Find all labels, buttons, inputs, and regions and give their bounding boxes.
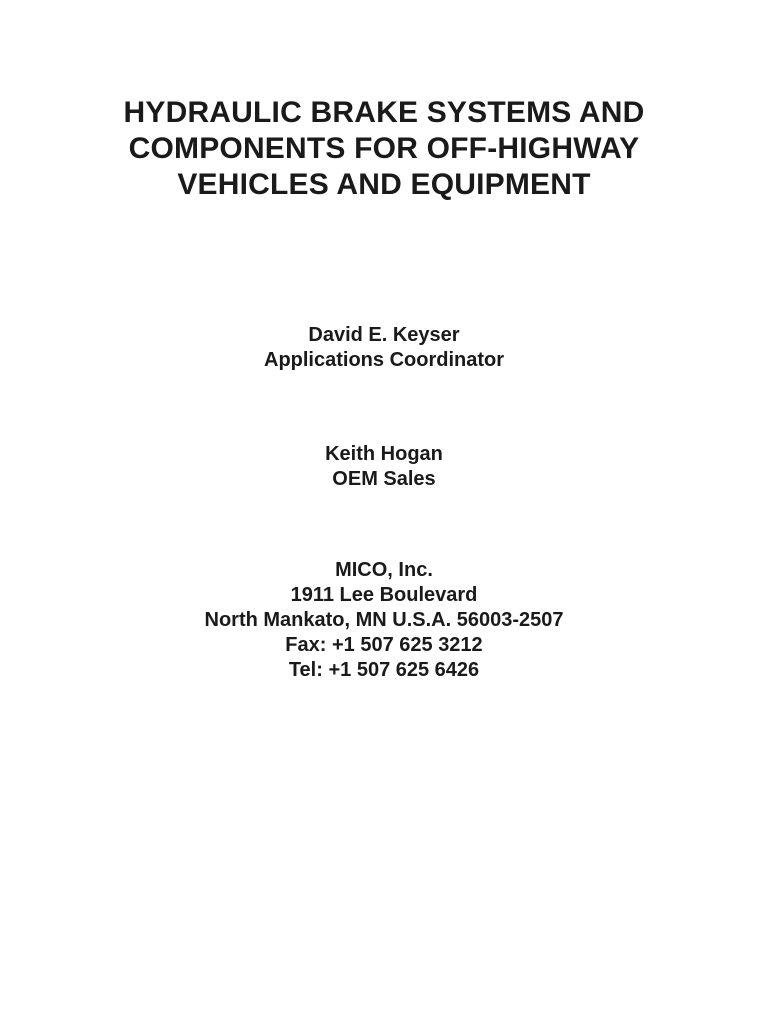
document-title — [0, 95, 768, 203]
title-line-2: COMPONENTS FOR OFF-HIGHWAY — [128, 132, 640, 165]
title-line-3: VEHICLES AND EQUIPMENT — [177, 168, 591, 201]
title-line-1: HYDRAULIC BRAKE SYSTEMS AND — [123, 96, 645, 129]
author-1-block — [0, 323, 768, 373]
author-1-name: David E. Keyser — [308, 324, 460, 346]
company-city-line: North Mankato, MN U.S.A. 56003-2507 — [204, 609, 564, 631]
company-tel: Tel: +1 507 625 6426 — [288, 659, 480, 681]
company-name: MICO, Inc. — [335, 559, 433, 581]
author-1-role: Applications Coordinator — [264, 349, 504, 371]
author-2-block — [0, 442, 768, 492]
author-2-role: OEM Sales — [332, 468, 436, 490]
company-fax: Fax: +1 507 625 3212 — [285, 634, 483, 656]
company-address-block — [0, 558, 768, 683]
company-street: 1911 Lee Boulevard — [290, 584, 478, 606]
author-2-name: Keith Hogan — [325, 443, 443, 465]
